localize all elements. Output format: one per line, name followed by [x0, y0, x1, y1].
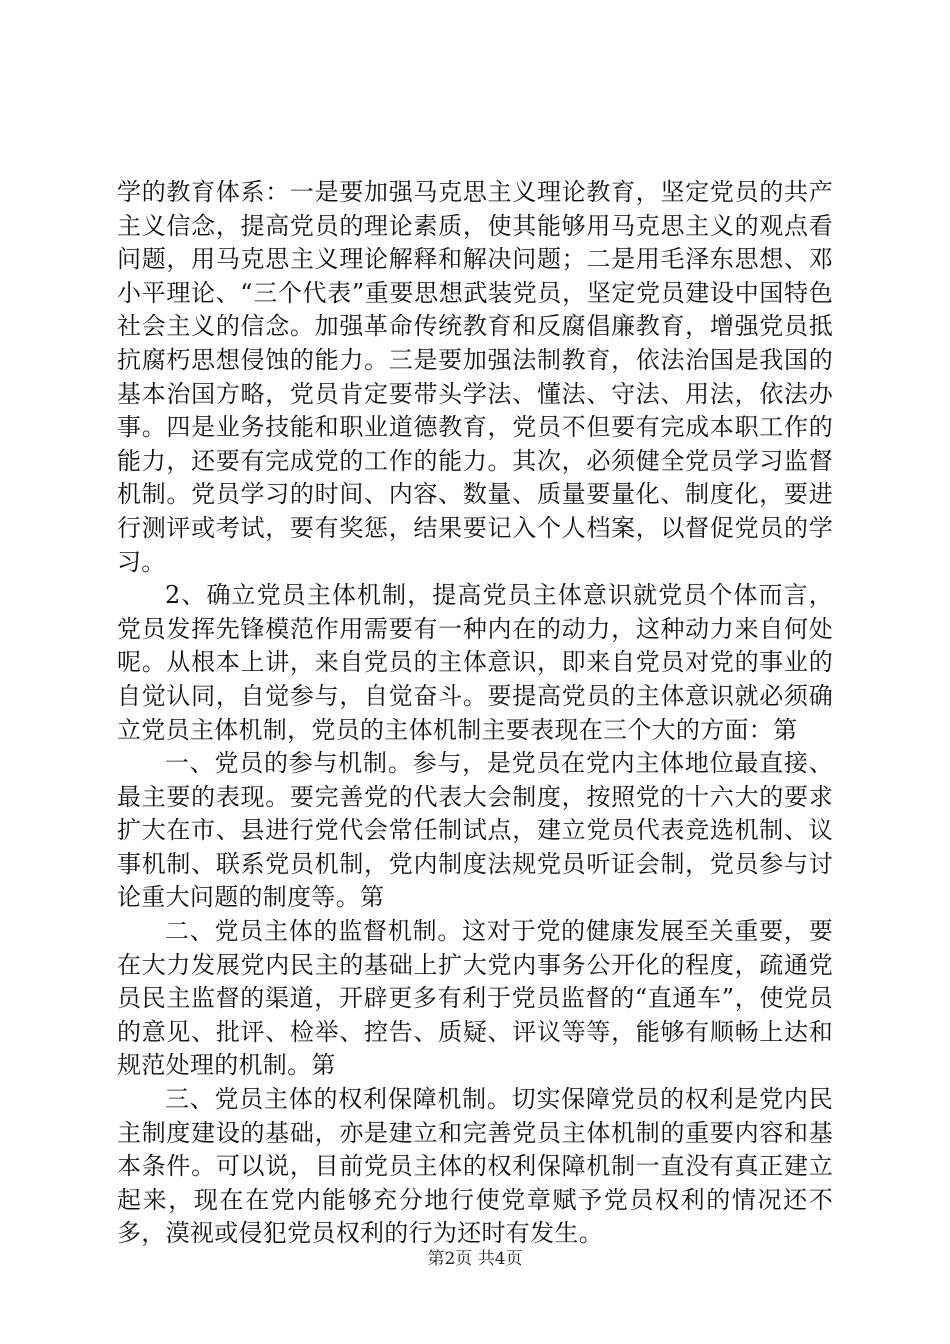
paragraph-participation-mechanism: 一、党员的参与机制。参与，是党员在党内主体地位最直接、最主要的表现。要完善党的代表大会制度，按照党的十六大的要求扩大在市、县进行党代会常任制试点，建立党员代表竞选机制、议事机制、联系党员机制，党内制度法规党员听证会制，党员参与讨论重大问题的制度等。第	[117, 749, 833, 912]
paragraph-supervision-mechanism: 二、党员主体的监督机制。这对于党的健康发展至关重要，要在大力发展党内民主的基础上扩大党内事务公开化的程度，疏通党员民主监督的渠道，开辟更多有利于党员监督的“直通车”，使党员的意见、批评、检举、控告、质疑、评议等等，能够有顺畅上达和规范处理的机制。第	[117, 917, 833, 1080]
page-number-footer: 第2页 共4页	[427, 1249, 523, 1269]
paragraph-member-subject-mechanism: 2、确立党员主体机制，提高党员主体意识就党员个体而言，党员发挥先锋模范作用需要有一种内在的动力，这种动力来自何处呢。从根本上讲，来自党员的主体意识，即来自党员对党的事业的自觉认同，自觉参与，自觉奋斗。要提高党员的主体意识就必须确立党员主体机制，党员的主体机制主要表现在三个大的方面：第	[117, 581, 833, 744]
paragraph-rights-protection-mechanism: 三、党员主体的权利保障机制。切实保障党员的权利是党内民主制度建设的基础，亦是建立和完善党员主体机制的重要内容和基本条件。可以说，目前党员主体的权利保障机制一直没有真正建立起来，现在在党内能够充分地行使党章赋予党员权利的情况还不多，漠视或侵犯党员权利的行为还时有发生。	[117, 1085, 833, 1248]
paragraph-education-system: 学的教育体系：一是要加强马克思主义理论教育，坚定党员的共产主义信念，提高党员的理论素质，使其能够用马克思主义的观点看问题，用马克思主义理论解释和解决问题；二是用毛泽东思想、邓小平理论、“三个代表”重要思想武装党员，坚定党员建设中国特色社会主义的信念。加强革命传统教育和反腐倡廉教育，增强党员抵抗腐朽思想侵蚀的能力。三是要加强法制教育，依法治国是我国的基本治国方略，党员肯定要带头学法、懂法、守法、用法，依法办事。四是业务技能和职业道德教育，党员不但要有完成本职工作的能力，还要有完成党的工作的能力。其次，必须健全党员学习监督机制。党员学习的时间、内容、数量、质量要量化、制度化，要进行测评或考试，要有奖惩，结果要记入个人档案，以督促党员的学习。	[117, 178, 833, 576]
document-body	[117, 176, 833, 1251]
